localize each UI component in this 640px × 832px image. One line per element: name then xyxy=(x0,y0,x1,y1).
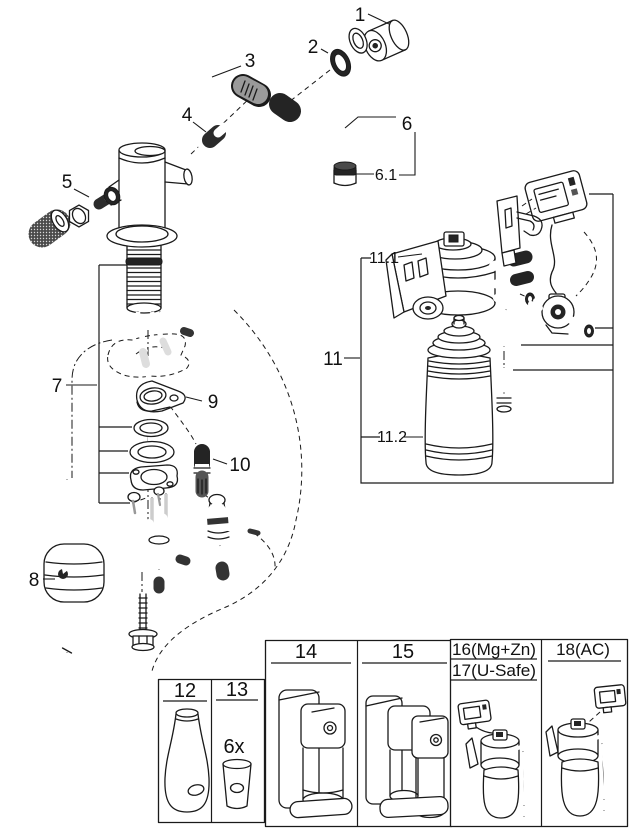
panel-14-15 xyxy=(266,641,452,827)
handle-assembly xyxy=(360,4,413,64)
callout-4: 4 xyxy=(181,105,193,126)
panel-14-label: 14 xyxy=(294,641,318,663)
panel-16-label: 16(Mg+Zn) xyxy=(452,640,536,659)
callout-9: 9 xyxy=(207,392,219,413)
bracket-7 xyxy=(66,265,132,503)
callout-2: 2 xyxy=(307,37,319,58)
panel-12-13 xyxy=(159,679,265,823)
cartridge xyxy=(194,448,210,494)
valve-body xyxy=(208,495,258,575)
callout-6: 6 xyxy=(401,114,413,135)
callout-10: 10 xyxy=(229,455,251,476)
display-monitor xyxy=(524,169,597,296)
panel-12-label: 12 xyxy=(173,680,197,702)
filter-cartridge-bottle xyxy=(425,316,493,476)
callout-3: 3 xyxy=(244,51,256,72)
callout-7: 7 xyxy=(51,376,63,397)
aerator xyxy=(334,162,356,186)
mounting-stud xyxy=(129,594,157,651)
panel-13-label: 13 xyxy=(225,679,249,701)
callout-11-1: 11.1 xyxy=(369,250,399,267)
callout-6-1: 6.1 xyxy=(374,167,398,184)
tee-valve-assembly xyxy=(149,494,186,588)
spout-end-tube xyxy=(280,104,355,158)
glass-tumbler xyxy=(223,760,251,809)
panel-18-label: 18(AC) xyxy=(556,640,610,659)
panel-13-quantity: 6x xyxy=(223,736,245,758)
panel-16-17-18 xyxy=(451,640,628,827)
panel-15-label: 15 xyxy=(391,641,415,663)
callout-5: 5 xyxy=(61,172,73,193)
callout-11: 11 xyxy=(323,349,343,370)
callout-11-2: 11.2 xyxy=(377,429,407,446)
panel-17-label: 17(U-Safe) xyxy=(452,661,536,680)
check-valve xyxy=(203,121,232,146)
callout-8: 8 xyxy=(28,570,40,591)
hose-weight xyxy=(44,480,104,653)
callout-1: 1 xyxy=(354,5,366,26)
filter-hose xyxy=(497,310,511,412)
escutcheon-base xyxy=(137,381,186,412)
